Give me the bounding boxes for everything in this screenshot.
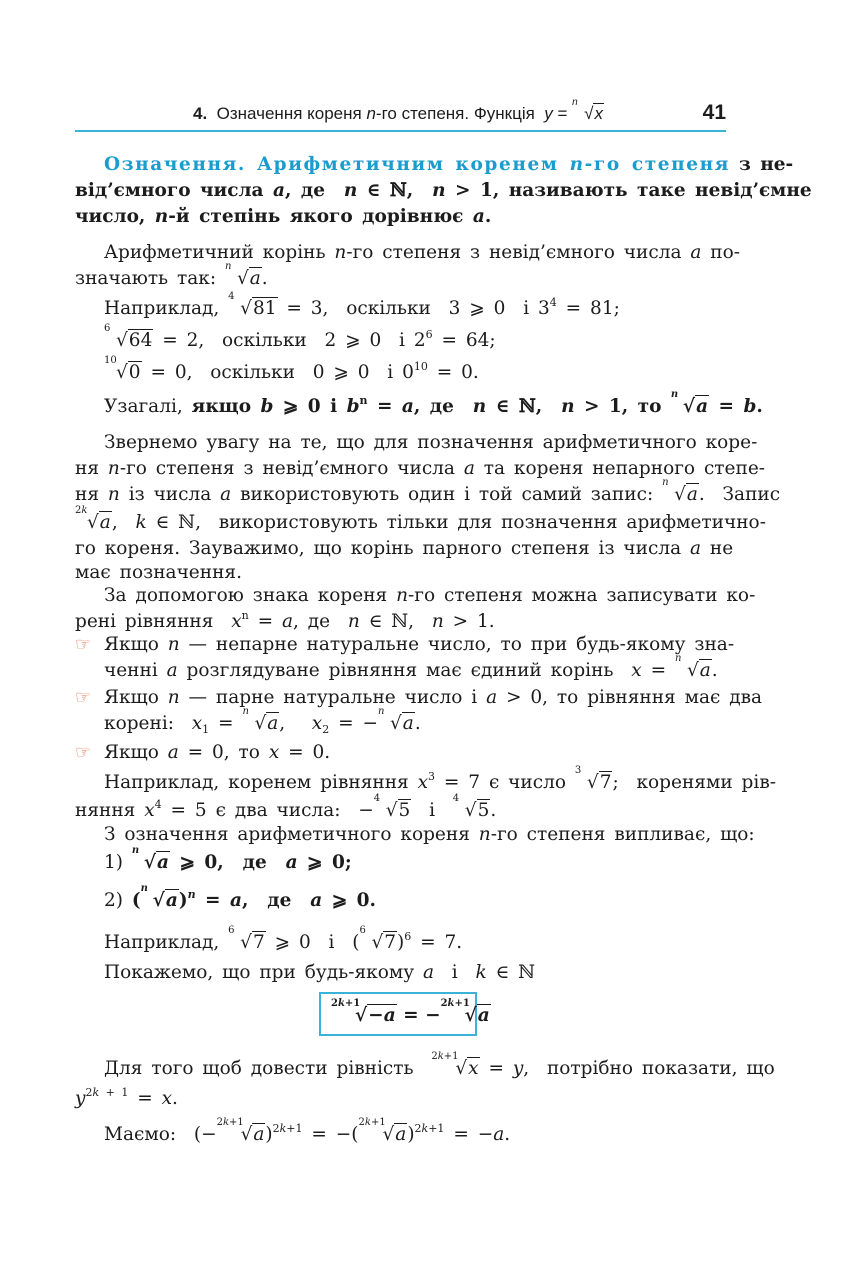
- example-line-1: Наприклад, 4 √81 = 3, оскільки 3 ⩾ 0 і $3^4 = 81$;: [104, 291, 620, 319]
- boxed-formula: 2k+1 √−a = − 2k+1 √a: [319, 992, 477, 1036]
- attention-line-1: Звернемо увагу на те, що для позначення арифметичного коре-: [104, 432, 758, 453]
- example-line-2: 6 √64 = 2, оскільки 2 ⩾ 0 і $2^6 = 64$;: [104, 323, 496, 351]
- pointing-hand-icon: ☞: [75, 742, 92, 763]
- attention-line-5: го кореня. Зауважимо, що корінь парного степеня із числа a не: [75, 538, 734, 559]
- proof-line-3: Маємо: (− 2k+1 √a)$^{2k+1}$ = −( 2k+1 √a)$^{2k+1}$ = −a.: [104, 1117, 511, 1145]
- definition-line-1: Означення. Арифметичним коренем n-го степеня з не-: [104, 154, 794, 175]
- pointing-hand-icon: ☞: [75, 634, 92, 655]
- bullet-2-line-2: корені: $x_1$ = n √a, $x_2$ = − n √a.: [104, 706, 421, 736]
- notation-line-1: Арифметичний корінь n-го степеня з невід’ємного числа a по-: [104, 242, 741, 263]
- follows-line: З означення арифметичного кореня n-го степеня випливає, що:: [104, 824, 755, 845]
- bullet-1-line-2: ченні a розглядуване рівняння має єдиний корінь x = n √a.: [104, 653, 718, 681]
- definition-line-2: від’ємного числа a, де n ∈ ℕ, n > 1, називають таке невід’ємне: [75, 180, 812, 201]
- page-number: 41: [702, 101, 726, 124]
- roots-line-1: За допомогою знака кореня n-го степеня можна записувати ко-: [104, 585, 756, 606]
- bullet-2-line-1: Якщо n — парне натуральне число і a > 0, то рівняння має два: [104, 687, 763, 708]
- attention-line-3: ня n із числа a використовують один і той самий запис: n √a. Запис: [75, 477, 781, 505]
- general-statement: Узагалі, якщо b ⩾ 0 і $b^n = a$, де n ∈ ℕ, n > 1, то n √a = b.: [104, 389, 763, 417]
- attention-line-4: 2k √a, k ∈ ℕ, використовують тільки для позначення арифметично-: [75, 505, 766, 533]
- example-property: Наприклад, 6 √7 ⩾ 0 і ( 6 √7)$^6$ = 7.: [104, 925, 463, 953]
- example-eq-line-2: няння $x^4 = 5$ є два числа: − 4 √5 і 4 √5.: [75, 793, 497, 821]
- proof-line-1: Для того щоб довести рівність 2k+1 √x = y, потрібно показати, що: [104, 1051, 775, 1079]
- bullet-3: Якщо a = 0, то x = 0.: [104, 742, 331, 763]
- example-eq-line-1: Наприклад, коренем рівняння $x^3 = 7$ є число 3 √7; коренями рів-: [104, 765, 776, 793]
- section-title: 4. Означення кореня n-го степеня. Функція y = n √x: [193, 97, 603, 123]
- pointing-hand-icon: ☞: [75, 687, 92, 708]
- show-line: Покажемо, що при будь-якому a і k ∈ ℕ: [104, 962, 536, 983]
- example-line-3: 10 √0 = 0, оскільки 0 ⩾ 0 і $0^{10} = 0$.: [104, 355, 479, 383]
- property-2: 2) ( n √a)$^n$ = a, де a ⩾ 0.: [104, 883, 376, 911]
- definition-line-3: число, n-й степінь якого дорівнює a.: [75, 206, 492, 227]
- notation-line-2: значають так: n √a.: [75, 261, 268, 289]
- bullet-1-line-1: Якщо n — непарне натуральне число, то при будь-якому зна-: [104, 634, 735, 655]
- attention-line-2: ня n-го степеня з невід’ємного числа a та кореня непарного степе-: [75, 458, 766, 479]
- property-1: 1) n √a ⩾ 0, де a ⩾ 0;: [104, 845, 352, 873]
- running-header: [75, 97, 726, 132]
- attention-line-6: має позначення.: [75, 562, 242, 583]
- roots-line-2: рені рівняння $x^n = a$, де n ∈ ℕ, n > 1.: [75, 609, 495, 632]
- proof-line-2: $y^{2k + 1} = x$.: [75, 1086, 178, 1109]
